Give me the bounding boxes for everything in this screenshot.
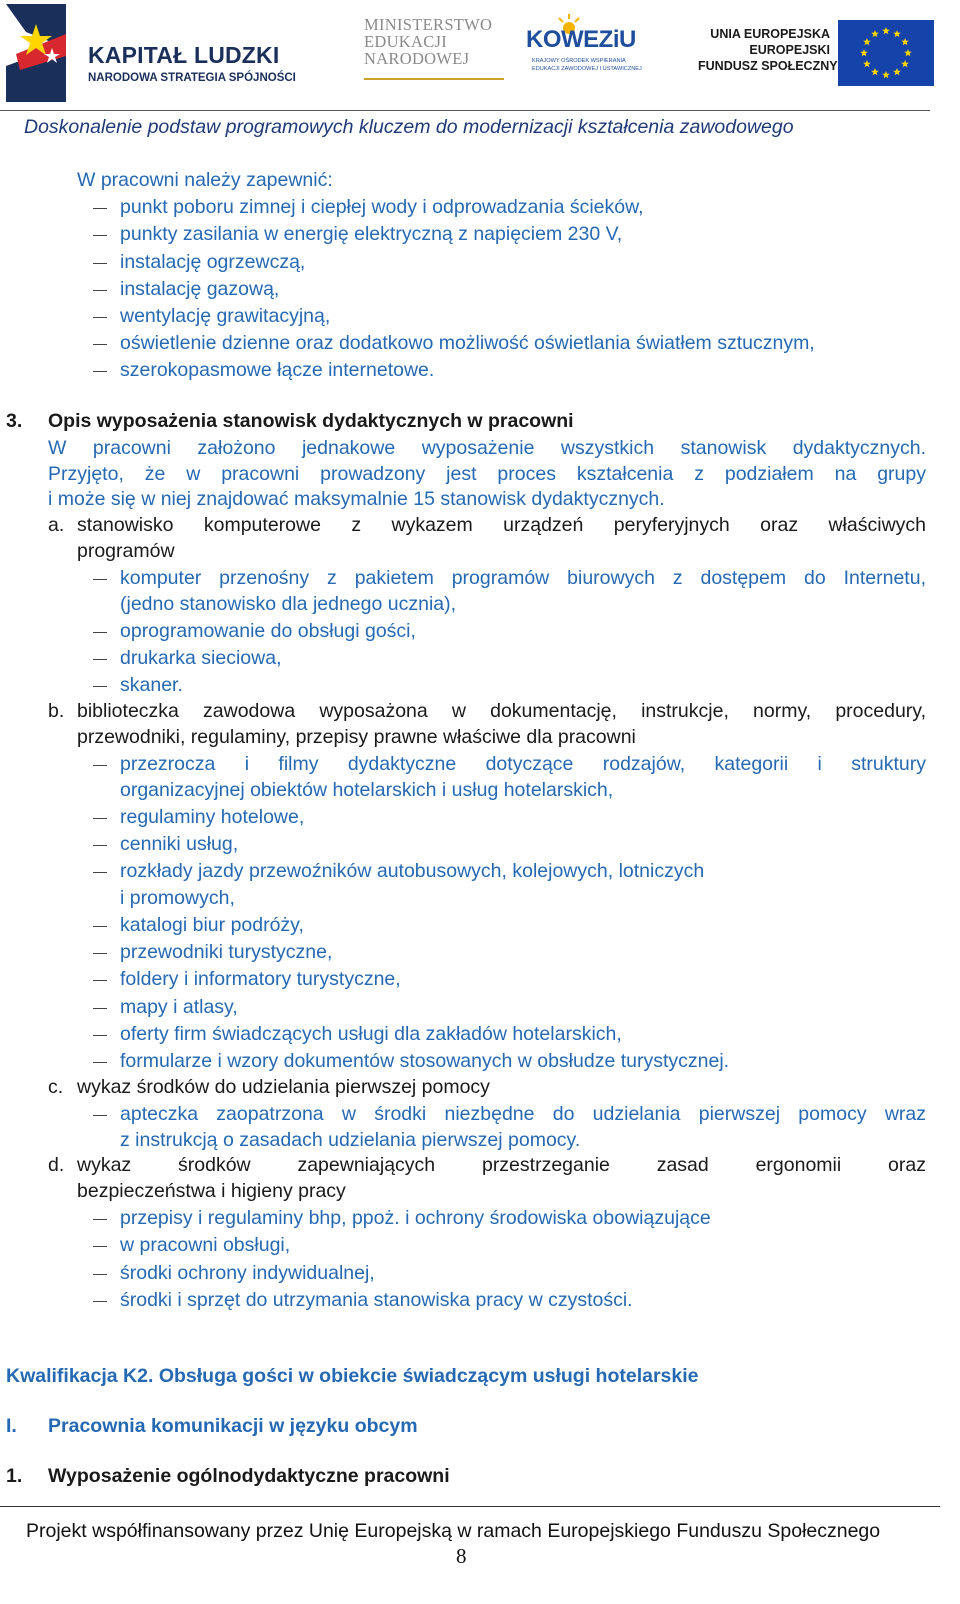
kapital-ludzki-title: KAPITAŁ LUDZKI xyxy=(88,42,280,68)
koweziu-sub2: EDUKACJI ZAWODOWEJ I USTAWICZNEJ xyxy=(532,66,642,72)
subsection-a-heading-line: stanowisko komputerowe z wykazem urządzeń peryferyjnych oraz właściwych xyxy=(77,514,926,536)
subsection-a-item: skaner. xyxy=(120,674,183,696)
subsection-b-item: formularze i wzory dokumentów stosowanych w obsłudze turystycznej. xyxy=(120,1050,730,1072)
section3-number: 3. xyxy=(6,410,23,432)
dash-bullet-icon xyxy=(93,344,107,345)
subsection-b-letter: b. xyxy=(48,700,65,722)
subsection-a-item: drukarka sieciowa, xyxy=(120,647,282,669)
koweziu-logo xyxy=(526,14,648,82)
dash-bullet-icon xyxy=(93,926,107,927)
dash-bullet-icon xyxy=(93,235,107,236)
subsection-b-item: mapy i atlasy, xyxy=(120,996,238,1018)
k2-title: Kwalifikacja K2. Obsługa gości w obiekcie świadczącym usługi hotelarskie xyxy=(6,1365,699,1387)
eu-star-icon xyxy=(904,49,912,56)
ministerstwo-line2: EDUKACJI xyxy=(364,32,448,51)
subsection-d-heading-line: bezpieczeństwa i higieny pracy xyxy=(77,1180,346,1202)
dash-bullet-icon xyxy=(93,371,107,372)
subsection-b-item: oferty firm świadczących usługi dla zakładów hotelarskich, xyxy=(120,1023,622,1045)
dash-bullet-icon xyxy=(93,953,107,954)
eu-star-icon xyxy=(882,27,890,34)
kapital-ludzki-flag-icon xyxy=(6,4,70,104)
subsection-a-item: oprogramowanie do obsługi gości, xyxy=(120,620,416,642)
dash-bullet-icon xyxy=(93,1062,107,1063)
intro-list-item: punkt poboru zimnej i ciepłej wody i odprowadzania ścieków, xyxy=(120,196,644,218)
dash-bullet-icon xyxy=(93,1246,107,1247)
dash-bullet-icon xyxy=(93,290,107,291)
dash-bullet-icon xyxy=(93,1274,107,1275)
section-i-title: Pracownia komunikacji w języku obcym xyxy=(48,1415,418,1437)
section3-para-line1: W pracowni założono jednakowe wyposażenie wszystkich stanowisk dydaktycznych. xyxy=(48,437,926,459)
dash-bullet-icon xyxy=(93,1035,107,1036)
eu-star-icon xyxy=(863,60,871,67)
page-number: 8 xyxy=(456,1544,467,1568)
dash-bullet-icon xyxy=(93,818,107,819)
subsection-a-heading-line: programów xyxy=(77,540,175,562)
intro-list-item: wentylację grawitacyjną, xyxy=(120,305,331,327)
ministerstwo-line1: MINISTERSTWO xyxy=(364,15,493,34)
ue-line3: FUNDUSZ SPOŁECZNY xyxy=(698,59,838,73)
subsection-c-letter: c. xyxy=(48,1076,64,1098)
ue-line1: UNIA EUROPEJSKA xyxy=(710,27,830,41)
ministerstwo-rule xyxy=(364,78,504,80)
section-1-title: Wyposażenie ogólnodydaktyczne pracowni xyxy=(48,1465,450,1487)
koweziu-title: KOWEZiU xyxy=(526,26,636,53)
subsection-c-heading-line: wykaz środków do udzielania pierwszej pomocy xyxy=(77,1076,490,1098)
eu-star-icon xyxy=(863,38,871,45)
subsection-b-item: regulaminy hotelowe, xyxy=(120,806,305,828)
subsection-b-item: cenniki usług, xyxy=(120,833,239,855)
footer-text: Projekt współfinansowany przez Unię Europejską w ramach Europejskiego Funduszu Społecznego xyxy=(26,1520,881,1542)
section3-title: Opis wyposażenia stanowisk dydaktycznych w pracowni xyxy=(48,410,574,432)
subsection-a-item: (jedno stanowisko dla jednego ucznia), xyxy=(120,593,457,615)
kapital-ludzki-logo xyxy=(6,4,306,104)
footer-rule xyxy=(0,1506,940,1507)
eu-star-icon xyxy=(901,60,909,67)
intro-list-item: instalację ogrzewczą, xyxy=(120,251,306,273)
eu-star-icon xyxy=(901,38,909,45)
document-header: Doskonalenie podstaw programowych kluczem do modernizacji kształcenia zawodowego xyxy=(24,116,794,138)
subsection-d-heading-line: wykaz środków zapewniających przestrzeganie zasad ergonomii oraz xyxy=(77,1154,926,1176)
kapital-ludzki-subtitle: NARODOWA STRATEGIA SPÓJNOŚCI xyxy=(88,72,296,84)
subsection-a-item: komputer przenośny z pakietem programów biurowych z dostępem do Internetu, xyxy=(120,567,926,589)
subsection-b-item: przezrocza i filmy dydaktyczne dotyczące rodzajów, kategorii i struktury xyxy=(120,753,926,775)
intro-list-item: punkty zasilania w energię elektryczną z napięciem 230 V, xyxy=(120,223,623,245)
dash-bullet-icon xyxy=(93,980,107,981)
intro-list-item: instalację gazową, xyxy=(120,278,280,300)
dash-bullet-icon xyxy=(93,686,107,687)
dash-bullet-icon xyxy=(93,845,107,846)
ministerstwo-line3: NARODOWEJ xyxy=(364,49,470,68)
dash-bullet-icon xyxy=(93,659,107,660)
ue-logo xyxy=(698,20,938,90)
subsection-d-item: przepisy i regulaminy bhp, ppoż. i ochrony środowiska obowiązujące xyxy=(120,1207,711,1229)
eu-star-icon xyxy=(860,49,868,56)
subsection-d-item: środki i sprzęt do utrzymania stanowiska pracy w czystości. xyxy=(120,1289,633,1311)
subsection-a-letter: a. xyxy=(48,514,65,536)
section3-para-line2: Przyjęto, że w pracowni prowadzony jest proces kształcenia z podziałem na grupy xyxy=(48,463,926,485)
subsection-b-heading-line: przewodniki, regulaminy, przepisy prawne właściwe dla pracowni xyxy=(77,726,636,748)
koweziu-sub1: KRAJOWY OŚRODEK WSPIERANIA xyxy=(532,58,626,64)
dash-bullet-icon xyxy=(93,1008,107,1009)
subsection-b-item: organizacyjnej obiektów hotelarskich i usług hotelarskich, xyxy=(120,779,614,801)
subsection-c-item: z instrukcją o zasadach udzielania pierwszej pomocy. xyxy=(120,1129,581,1151)
logo-bar xyxy=(0,0,960,112)
section3-para-line3: i może się w niej znajdować maksymalnie 15 stanowisk dydaktycznych. xyxy=(48,488,665,510)
subsection-b-item: i promowych, xyxy=(120,887,235,909)
section-1-number: 1. xyxy=(6,1465,23,1487)
dash-bullet-icon xyxy=(93,579,107,580)
ministerstwo-logo xyxy=(364,16,504,88)
subsection-b-item: katalogi biur podróży, xyxy=(120,914,304,936)
dash-bullet-icon xyxy=(93,1301,107,1302)
eu-flag-icon xyxy=(838,20,934,86)
dash-bullet-icon xyxy=(93,765,107,766)
eu-star-icon xyxy=(871,30,879,37)
eu-star-icon xyxy=(893,30,901,37)
dash-bullet-icon xyxy=(93,208,107,209)
dash-bullet-icon xyxy=(93,1219,107,1220)
eu-star-icon xyxy=(871,68,879,75)
dash-bullet-icon xyxy=(93,632,107,633)
dash-bullet-icon xyxy=(93,263,107,264)
eu-star-icon xyxy=(893,68,901,75)
header-rule xyxy=(0,110,930,111)
section-i-number: I. xyxy=(6,1415,17,1437)
intro-heading: W pracowni należy zapewnić: xyxy=(77,169,333,191)
intro-list-item: szerokopasmowe łącze internetowe. xyxy=(120,359,435,381)
subsection-b-item: przewodniki turystyczne, xyxy=(120,941,333,963)
subsection-d-item: w pracowni obsługi, xyxy=(120,1234,291,1256)
subsection-d-item: środki ochrony indywidualnej, xyxy=(120,1262,375,1284)
subsection-b-item: rozkłady jazdy przewoźników autobusowych, kolejowych, lotniczych xyxy=(120,860,705,882)
subsection-b-heading-line: biblioteczka zawodowa wyposażona w dokumentację, instrukcje, normy, procedury, xyxy=(77,700,926,722)
intro-list-item: oświetlenie dzienne oraz dodatkowo możliwość oświetlania światłem sztucznym, xyxy=(120,332,815,354)
dash-bullet-icon xyxy=(93,317,107,318)
dash-bullet-icon xyxy=(93,1115,107,1116)
subsection-d-letter: d. xyxy=(48,1154,65,1176)
eu-star-icon xyxy=(882,71,890,78)
dash-bullet-icon xyxy=(93,872,107,873)
ue-line2: EUROPEJSKI xyxy=(749,43,830,57)
subsection-b-item: foldery i informatory turystyczne, xyxy=(120,968,401,990)
subsection-c-item: apteczka zaopatrzona w środki niezbędne do udzielania pierwszej pomocy wraz xyxy=(120,1103,926,1125)
